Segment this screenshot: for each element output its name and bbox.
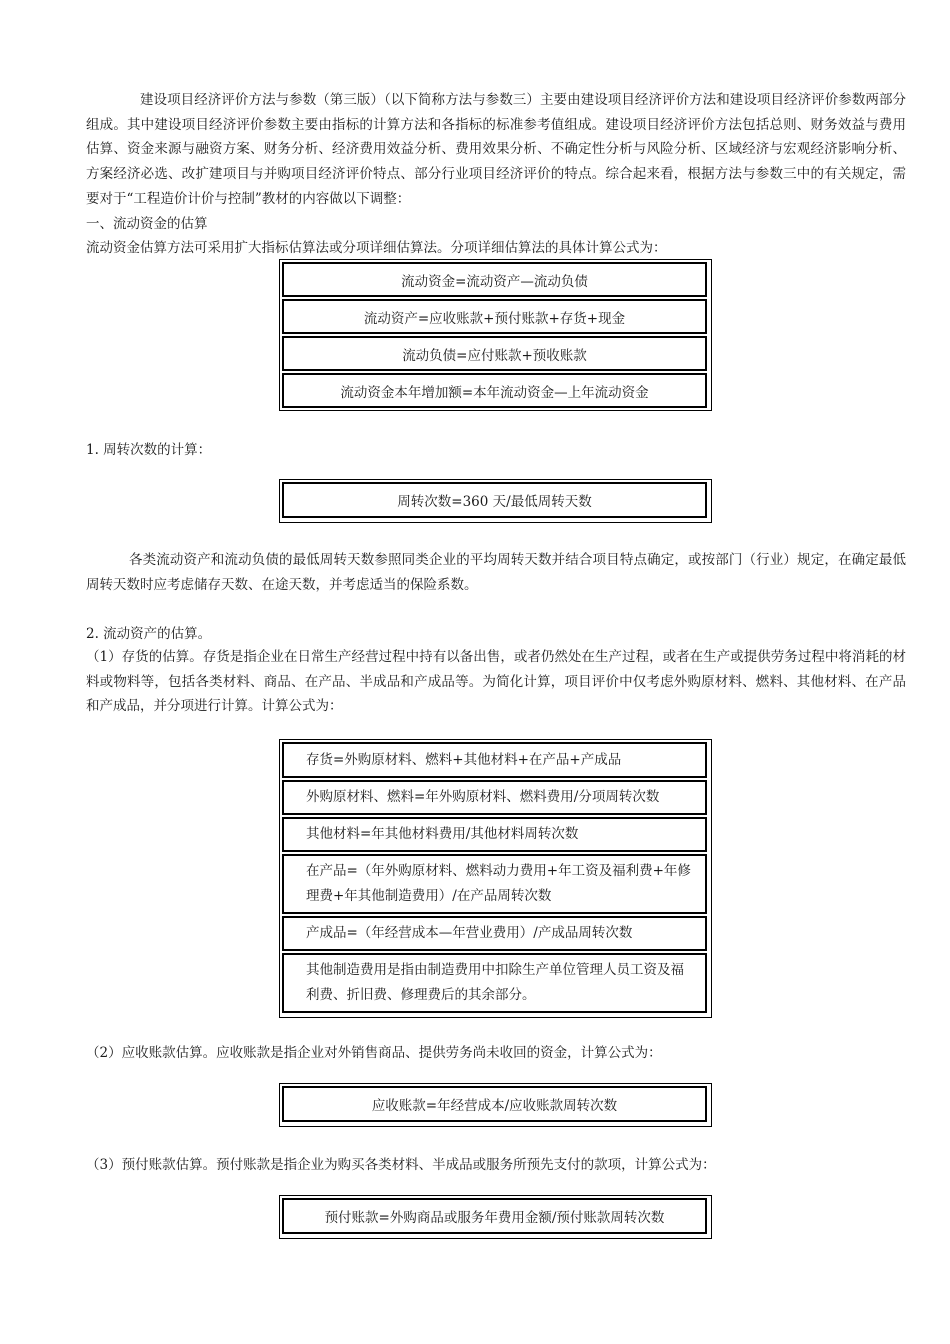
prepaid-paragraph: （3）预付账款估算。预付账款是指企业为购买各类材料、半成品或服务所预先支付的款项，计算公式为： — [86, 1157, 716, 1173]
formula-receivable: 应收账款=年经营成本/应收账款周转次数 — [282, 1086, 707, 1122]
item-turnover-heading: 1. 周转次数的计算： — [86, 442, 212, 458]
formula-table-working-capital — [279, 259, 712, 411]
formula-table-receivable — [279, 1083, 712, 1127]
note-other-manufacturing-costs: 其他制造费用是指由制造费用中扣除生产单位管理人员工资及福利费、折旧费、修理费后的其余部分。 — [282, 953, 707, 1013]
formula-table-turnover — [279, 479, 712, 523]
section-heading-working-capital: 一、流动资金的估算 — [86, 216, 208, 232]
turnover-paragraph: 各类流动资产和流动负债的最低周转天数参照同类企业的平均周转天数并结合项目特点确定，或按部门（行业）规定，在确定最低周转天数时应考虑储存天数、在途天数，并考虑适当的保险系数。 — [86, 552, 906, 593]
formula-raw-materials: 外购原材料、燃料=年外购原材料、燃料费用/分项周转次数 — [282, 780, 707, 815]
item-current-assets-heading: 2. 流动资产的估算。 — [86, 626, 212, 642]
receivable-paragraph: （2）应收账款估算。应收账款是指企业对外销售商品、提供劳务尚未收回的资金，计算公式为： — [86, 1045, 662, 1061]
intro-paragraph: 建设项目经济评价方法与参数（第三版）（以下简称方法与参数三）主要由建设项目经济评价方法和建设项目经济评价参数两部分组成。其中建设项目经济评价参数主要由指标的计算方法和各指标的标准参考值组成。建设项目经济评价方法包括总则、财务效益与费用估算、资金来源与融资方案、财务分析、经济费用效益分析、费用效果分析、不确定性分析与风险分析、区域经济与宏观经济影响分析、方案经济必选、改扩建项目与并购项目经济评价特点、部分行业项目经济评价的特点。综合起来看，根据方法与参数三中的有关规定，需要对于“工程造价计价与控制”教材的内容做以下调整： — [86, 92, 906, 207]
formula-working-capital: 流动资金=流动资产—流动负债 — [282, 262, 707, 297]
formula-current-assets: 流动资产=应收账款+预付账款+存货+现金 — [282, 299, 707, 334]
formula-turnover: 周转次数=360 天/最低周转天数 — [282, 482, 707, 518]
formula-current-liabilities: 流动负债=应付账款+预收账款 — [282, 336, 707, 371]
inventory-paragraph: （1）存货的估算。存货是指企业在日常生产经营过程中持有以备出售，或者仍然处在生产过程，或者在生产或提供劳务过程中将消耗的材料或物料等，包括各类材料、商品、在产品、半成品和产成品等。为简化计算，项目评价中仅考虑外购原材料、燃料、其他材料、在产品和产成品，并分项进行计算。计算公式为： — [86, 649, 906, 715]
formula-prepaid: 预付账款=外购商品或服务年费用金额/预付账款周转次数 — [282, 1198, 707, 1234]
formula-table-inventory — [279, 739, 712, 1018]
formula-annual-increase: 流动资金本年增加额=本年流动资金—上年流动资金 — [282, 373, 707, 408]
formula-finished-goods: 产成品=（年经营成本—年营业费用）/产成品周转次数 — [282, 916, 707, 951]
formula-table-prepaid — [279, 1195, 712, 1239]
section-intro-text: 流动资金估算方法可采用扩大指标估算法或分项详细估算法。分项详细估算法的具体计算公式为： — [86, 240, 667, 256]
formula-other-materials: 其他材料=年其他材料费用/其他材料周转次数 — [282, 817, 707, 852]
formula-work-in-progress: 在产品=（年外购原材料、燃料动力费用+年工资及福利费+年修理费+年其他制造费用）/在产品周转次数 — [282, 854, 707, 914]
formula-inventory: 存货=外购原材料、燃料+其他材料+在产品+产成品 — [282, 742, 707, 778]
